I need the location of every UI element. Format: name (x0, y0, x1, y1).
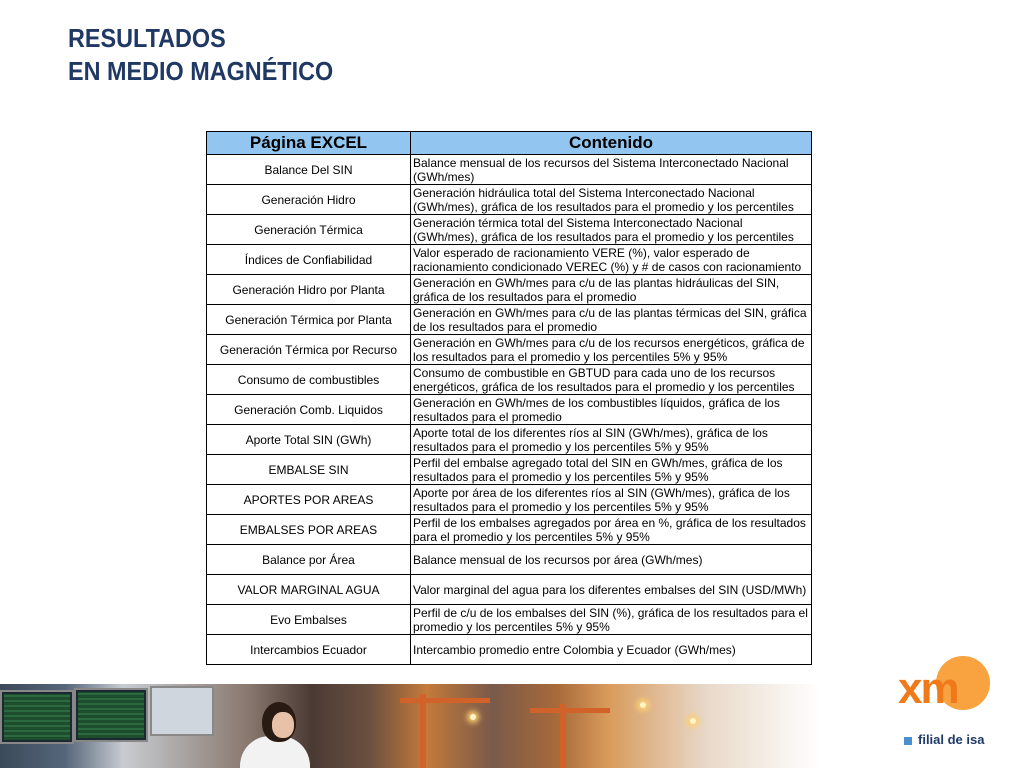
row-page-name: Generación Térmica (207, 215, 411, 245)
crane-boom (530, 708, 610, 713)
table-row (207, 215, 812, 245)
row-page-name: Generación Comb. Liquidos (207, 395, 411, 425)
table-row (207, 515, 812, 545)
row-content: Consumo de combustible en GBTUD para cada uno de los recursos energéticos, gráfica de los resultados para el promedio y los percentiles (411, 365, 812, 395)
table-row (207, 305, 812, 335)
results-table (206, 131, 812, 665)
control-room-port-photo (0, 684, 820, 768)
row-content: Balance mensual de los recursos por área (GWh/mes) (411, 545, 812, 575)
crane-mast (560, 704, 566, 768)
row-page-name: Índices de Confiabilidad (207, 245, 411, 275)
table-row (207, 575, 812, 605)
row-page-name: Generación Térmica por Recurso (207, 335, 411, 365)
port-light (690, 718, 696, 724)
monitor-left (0, 690, 74, 744)
row-content: Valor esperado de racionamiento VERE (%), valor esperado de racionamiento condicionado VEREC (%) y # de casos con racionamiento (411, 245, 812, 275)
row-content: Generación en GWh/mes para c/u de los recursos energéticos, gráfica de los resultados para el promedio y los percentiles 5% y 95% (411, 335, 812, 365)
table-row (207, 395, 812, 425)
operator-face (272, 712, 294, 738)
table-row (207, 455, 812, 485)
table-row (207, 425, 812, 455)
logo-brand-text: xm (898, 664, 958, 713)
row-content: Generación hidráulica total del Sistema Interconectado Nacional (GWh/mes), gráfica de los resultados para el promedio y los percentiles (411, 185, 812, 215)
header-pagina-excel: Página EXCEL (207, 132, 411, 155)
row-content: Perfil del embalse agregado total del SIN en GWh/mes, gráfica de los resultados para el promedio y los percentiles 5% y 95% (411, 455, 812, 485)
table-row (207, 545, 812, 575)
monitor-middle (74, 688, 148, 742)
row-page-name: Aporte Total SIN (GWh) (207, 425, 411, 455)
row-page-name: Balance Del SIN (207, 155, 411, 185)
table-row (207, 365, 812, 395)
table-row (207, 635, 812, 665)
row-page-name: Evo Embalses (207, 605, 411, 635)
row-content: Intercambio promedio entre Colombia y Ecuador (GWh/mes) (411, 635, 812, 665)
row-page-name: Generación Hidro (207, 185, 411, 215)
row-page-name: VALOR MARGINAL AGUA (207, 575, 411, 605)
crane-boom (400, 698, 490, 703)
title-line-1: RESULTADOS (68, 23, 226, 53)
crane-mast (420, 694, 426, 768)
table-header-row (207, 132, 812, 155)
footer-photo-banner (0, 684, 1024, 768)
row-content: Aporte total de los diferentes ríos al SIN (GWh/mes), gráfica de los resultados para el promedio y los percentiles 5% y 95% (411, 425, 812, 455)
tagline-text: filial de isa (918, 732, 985, 747)
row-page-name: Consumo de combustibles (207, 365, 411, 395)
table-row (207, 185, 812, 215)
row-page-name: EMBALSES POR AREAS (207, 515, 411, 545)
logo-tagline (904, 732, 984, 747)
page-title (68, 22, 333, 88)
row-page-name: Balance por Área (207, 545, 411, 575)
row-page-name: EMBALSE SIN (207, 455, 411, 485)
xm-logo (898, 656, 998, 716)
row-page-name: APORTES POR AREAS (207, 485, 411, 515)
row-content: Balance mensual de los recursos del Sistema Interconectado Nacional (GWh/mes) (411, 155, 812, 185)
tagline-square-icon (904, 737, 912, 745)
table-row (207, 485, 812, 515)
table-row (207, 275, 812, 305)
row-content: Generación en GWh/mes para c/u de las plantas hidráulicas del SIN, gráfica de los resultados para el promedio (411, 275, 812, 305)
table-row (207, 245, 812, 275)
port-light (470, 714, 476, 720)
row-content: Generación en GWh/mes para c/u de las plantas térmicas del SIN, gráfica de los resultados para el promedio (411, 305, 812, 335)
row-content: Valor marginal del agua para los diferentes embalses del SIN (USD/MWh) (411, 575, 812, 605)
row-page-name: Generación Térmica por Planta (207, 305, 411, 335)
monitor-right (150, 686, 214, 736)
header-contenido: Contenido (411, 132, 812, 155)
port-light (640, 702, 646, 708)
row-content: Generación en GWh/mes de los combustibles líquidos, gráfica de los resultados para el promedio (411, 395, 812, 425)
title-line-2: EN MEDIO MAGNÉTICO (68, 56, 334, 86)
table-row (207, 335, 812, 365)
table-row (207, 155, 812, 185)
row-content: Generación térmica total del Sistema Interconectado Nacional (GWh/mes), gráfica de los resultados para el promedio y los percentiles (411, 215, 812, 245)
row-content: Aporte por área de los diferentes ríos al SIN (GWh/mes), gráfica de los resultados para el promedio y los percentiles 5% y 95% (411, 485, 812, 515)
table-row (207, 605, 812, 635)
row-content: Perfil de los embalses agregados por área en %, gráfica de los resultados para el promedio y los percentiles 5% y 95% (411, 515, 812, 545)
row-content: Perfil de c/u de los embalses del SIN (%), gráfica de los resultados para el promedio y los percentiles 5% y 95% (411, 605, 812, 635)
row-page-name: Intercambios Ecuador (207, 635, 411, 665)
row-page-name: Generación Hidro por Planta (207, 275, 411, 305)
